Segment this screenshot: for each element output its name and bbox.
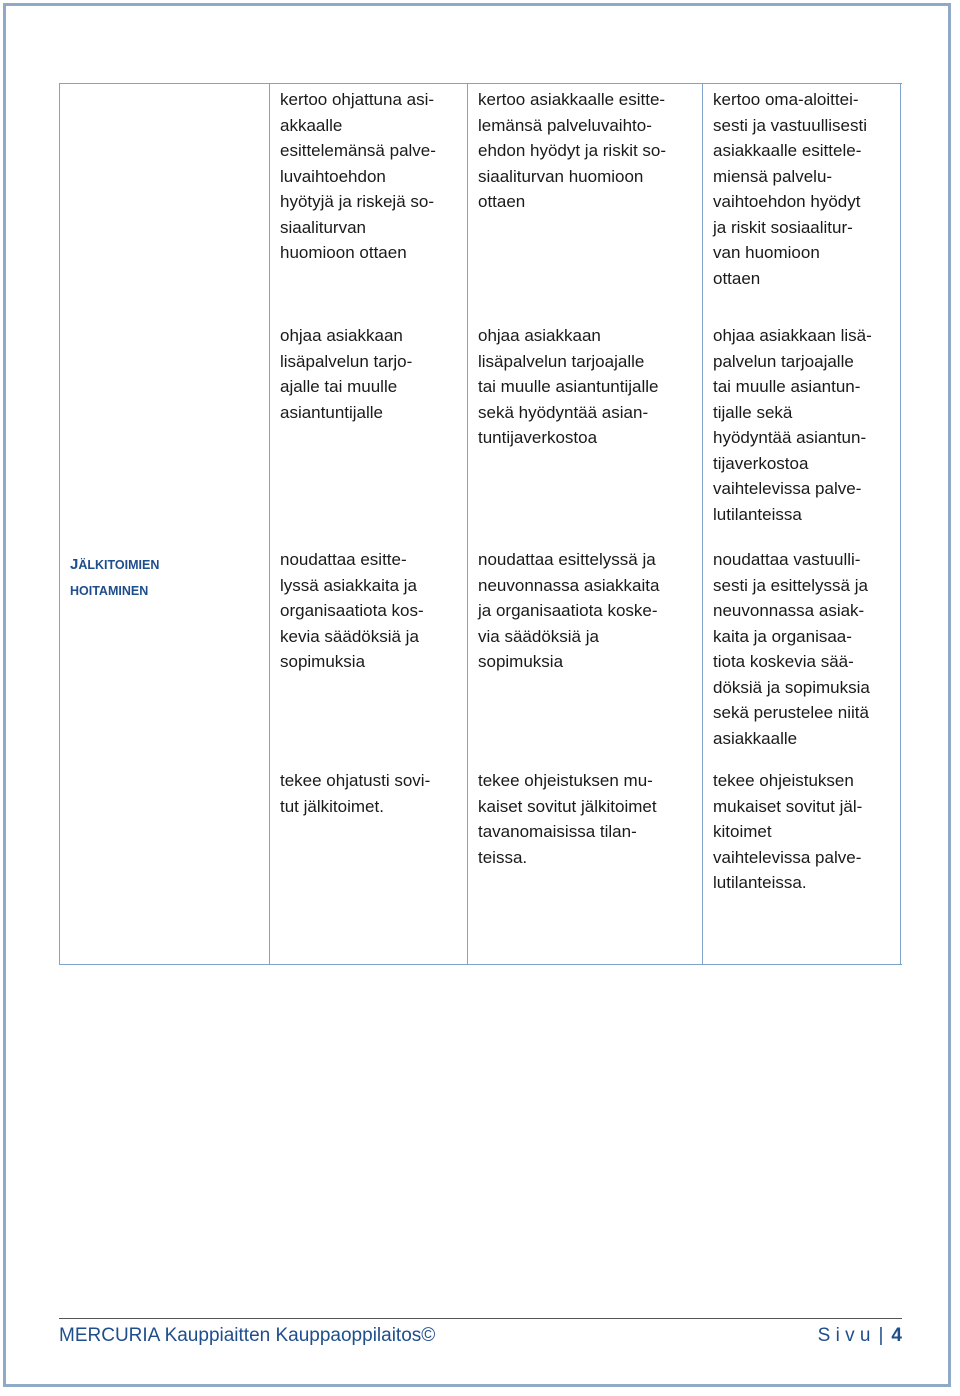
column-divider-2 (467, 84, 468, 964)
table-border-left (59, 84, 60, 964)
table-cell-r2-c1: ohjaa asiakkaan lisäpalvelun tarjo- ajalle tai muulle asiantuntijalle (280, 326, 413, 422)
footer-organization: MERCURIA Kauppiaitten Kauppaoppilaitos© (59, 1325, 436, 1346)
row-label-initial: J (70, 556, 79, 573)
table-cell-r1-c1: kertoo ohjattuna asi- akkaalle esittelemänsä palve- luvaihtoehdon hyötyjä ja riskejä so- siaaliturvan huomioon ottaen (280, 90, 436, 262)
row-label-jalkitoimien-hoitaminen (70, 552, 159, 604)
row-label-line2: HOITAMINEN (70, 584, 149, 598)
row-label-line1: ÄLKITOIMIEN (78, 558, 160, 572)
page-number: 4 (891, 1325, 902, 1346)
page-separator: | (878, 1325, 884, 1346)
table-cell-r2-c2: ohjaa asiakkaan lisäpalvelun tarjoajalle tai muulle asiantuntijalle sekä hyödyntää asian- tuntijaverkostoa (478, 326, 659, 447)
column-divider-3 (702, 84, 703, 964)
table-cell-r4-c2: tekee ohjeistuksen mu- kaiset sovitut jälkitoimet tavanomaisissa tilan- teissa. (478, 771, 657, 867)
table-cell-r3-c3: noudattaa vastuulli- sesti ja esittelyssä ja neuvonnassa asiak- kaita ja organisaa- tiota koskevia sää- döksiä ja sopimuksia sekä perustelee niitä asiakkaalle (713, 550, 870, 748)
table-border-right (900, 84, 901, 964)
table-cell-r1-c2: kertoo asiakkaalle esitte- lemänsä palveluvaihto- ehdon hyödyt ja riskit so- siaaliturvan huomioon ottaen (478, 90, 667, 211)
table-cell-r3-c1: noudattaa esitte- lyssä asiakkaita ja organisaatiota kos- kevia säädöksiä ja sopimuksia (280, 550, 424, 671)
footer-page-indicator (818, 1325, 902, 1347)
table-cell-r1-c3: kertoo oma-aloittei- sesti ja vastuullisesti asiakkaalle esittele- miensä palvelu- vaihtoehdon hyödyt ja riskit sosiaalitur- van huomioon ottaen (713, 90, 868, 288)
table-cell-r4-c1: tekee ohjatusti sovi- tut jälkitoimet. (280, 771, 431, 816)
column-divider-1 (269, 84, 270, 964)
page-label: S i v u (817, 1325, 871, 1346)
footer-rule (59, 1318, 902, 1319)
table-cell-r4-c3: tekee ohjeistuksen mukaiset sovitut jäl- kitoimet vaihtelevissa palve- lutilanteissa. (713, 771, 863, 892)
table-cell-r2-c3: ohjaa asiakkaan lisä- palvelun tarjoajalle tai muulle asiantun- tijalle sekä hyödyntää asiantun- tijaverkostoa vaihtelevissa palve- lutilanteissa (713, 326, 872, 524)
table-cell-r3-c2: noudattaa esittelyssä ja neuvonnassa asiakkaita ja organisaatiota koske- via säädöksiä ja sopimuksia (478, 550, 660, 671)
